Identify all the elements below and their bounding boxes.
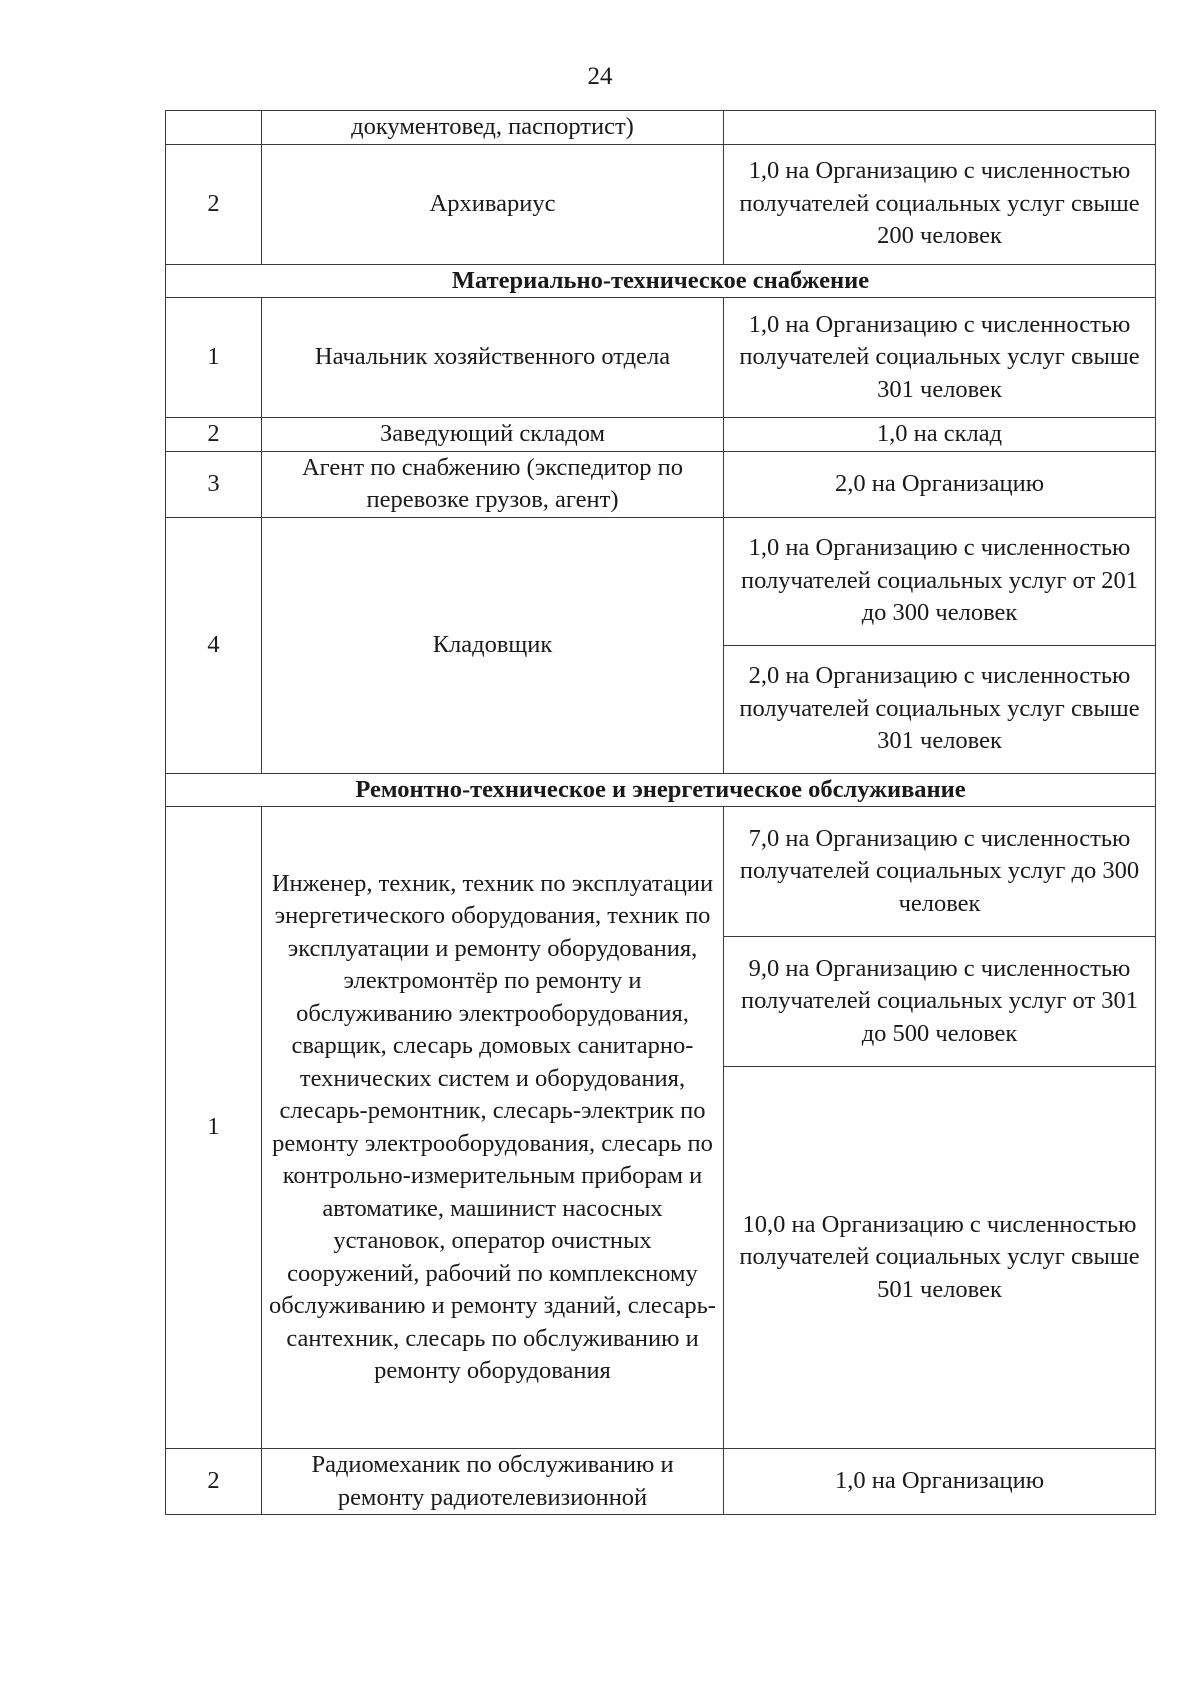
table-row [166,298,1156,418]
table-row [166,517,1156,645]
staff-norm: 10,0 на Организацию с численностью получателей социальных услуг свыше 501 человек [724,1067,1156,1449]
position-name: Заведующий складом [262,418,724,452]
staff-norm [724,111,1156,145]
position-name: Архивариус [262,144,724,264]
row-number: 1 [166,298,262,418]
staff-norm: 1,0 на склад [724,418,1156,452]
staff-norm: 7,0 на Организацию с численностью получателей социальных услуг до 300 человек [724,807,1156,937]
row-number: 3 [166,451,262,517]
section-header-row [166,264,1156,298]
row-number: 1 [166,807,262,1449]
staff-norm: 1,0 на Организацию [724,1449,1156,1515]
staff-norm: 1,0 на Организацию с численностью получателей социальных услуг свыше 200 человек [724,144,1156,264]
table-row [166,111,1156,145]
staff-norm: 1,0 на Организацию с численностью получателей социальных услуг от 201 до 300 человек [724,517,1156,645]
staff-norm: 1,0 на Организацию с численностью получателей социальных услуг свыше 301 человек [724,298,1156,418]
row-number: 2 [166,418,262,452]
position-name: Инженер, техник, техник по эксплуатации энергетического оборудования, техник по эксплуатации и ремонту оборудования, электромонтёр по ремонту и обслуживанию электрооборудования, сварщик, слесарь домовых санитарно-технических систем и оборудования, слесарь-ремонтник, слесарь-электрик по ремонту электрооборудования, слесарь по контрольно-измерительным приборам и автоматике, машинист насосных установок, оператор очистных сооружений, рабочий по комплексному обслуживанию и ремонту зданий, слесарь-сантехник, слесарь по обслуживанию и ремонту оборудования [262,807,724,1449]
table-row [166,807,1156,937]
staffing-norms-table [165,110,1156,1515]
row-number: 2 [166,1449,262,1515]
staff-norm: 2,0 на Организацию [724,451,1156,517]
table-row [166,418,1156,452]
section-title: Материально-техническое снабжение [166,264,1156,298]
page-number: 24 [587,63,613,90]
position-name: Агент по снабжению (экспедитор по перевозке грузов, агент) [262,451,724,517]
table-row [166,451,1156,517]
staff-norm: 2,0 на Организацию с численностью получателей социальных услуг свыше 301 человек [724,645,1156,773]
position-name: Радиомеханик по обслуживанию и ремонту радиотелевизионной [262,1449,724,1515]
position-name: Начальник хозяйственного отдела [262,298,724,418]
section-header-row [166,773,1156,807]
table-row [166,1449,1156,1515]
position-name: документовед, паспортист) [262,111,724,145]
staff-norm: 9,0 на Организацию с численностью получателей социальных услуг от 301 до 500 человек [724,937,1156,1067]
table-row [166,144,1156,264]
section-title: Ремонтно-техническое и энергетическое обслуживание [166,773,1156,807]
row-number: 4 [166,517,262,773]
row-number: 2 [166,144,262,264]
position-name: Кладовщик [262,517,724,773]
row-number [166,111,262,145]
